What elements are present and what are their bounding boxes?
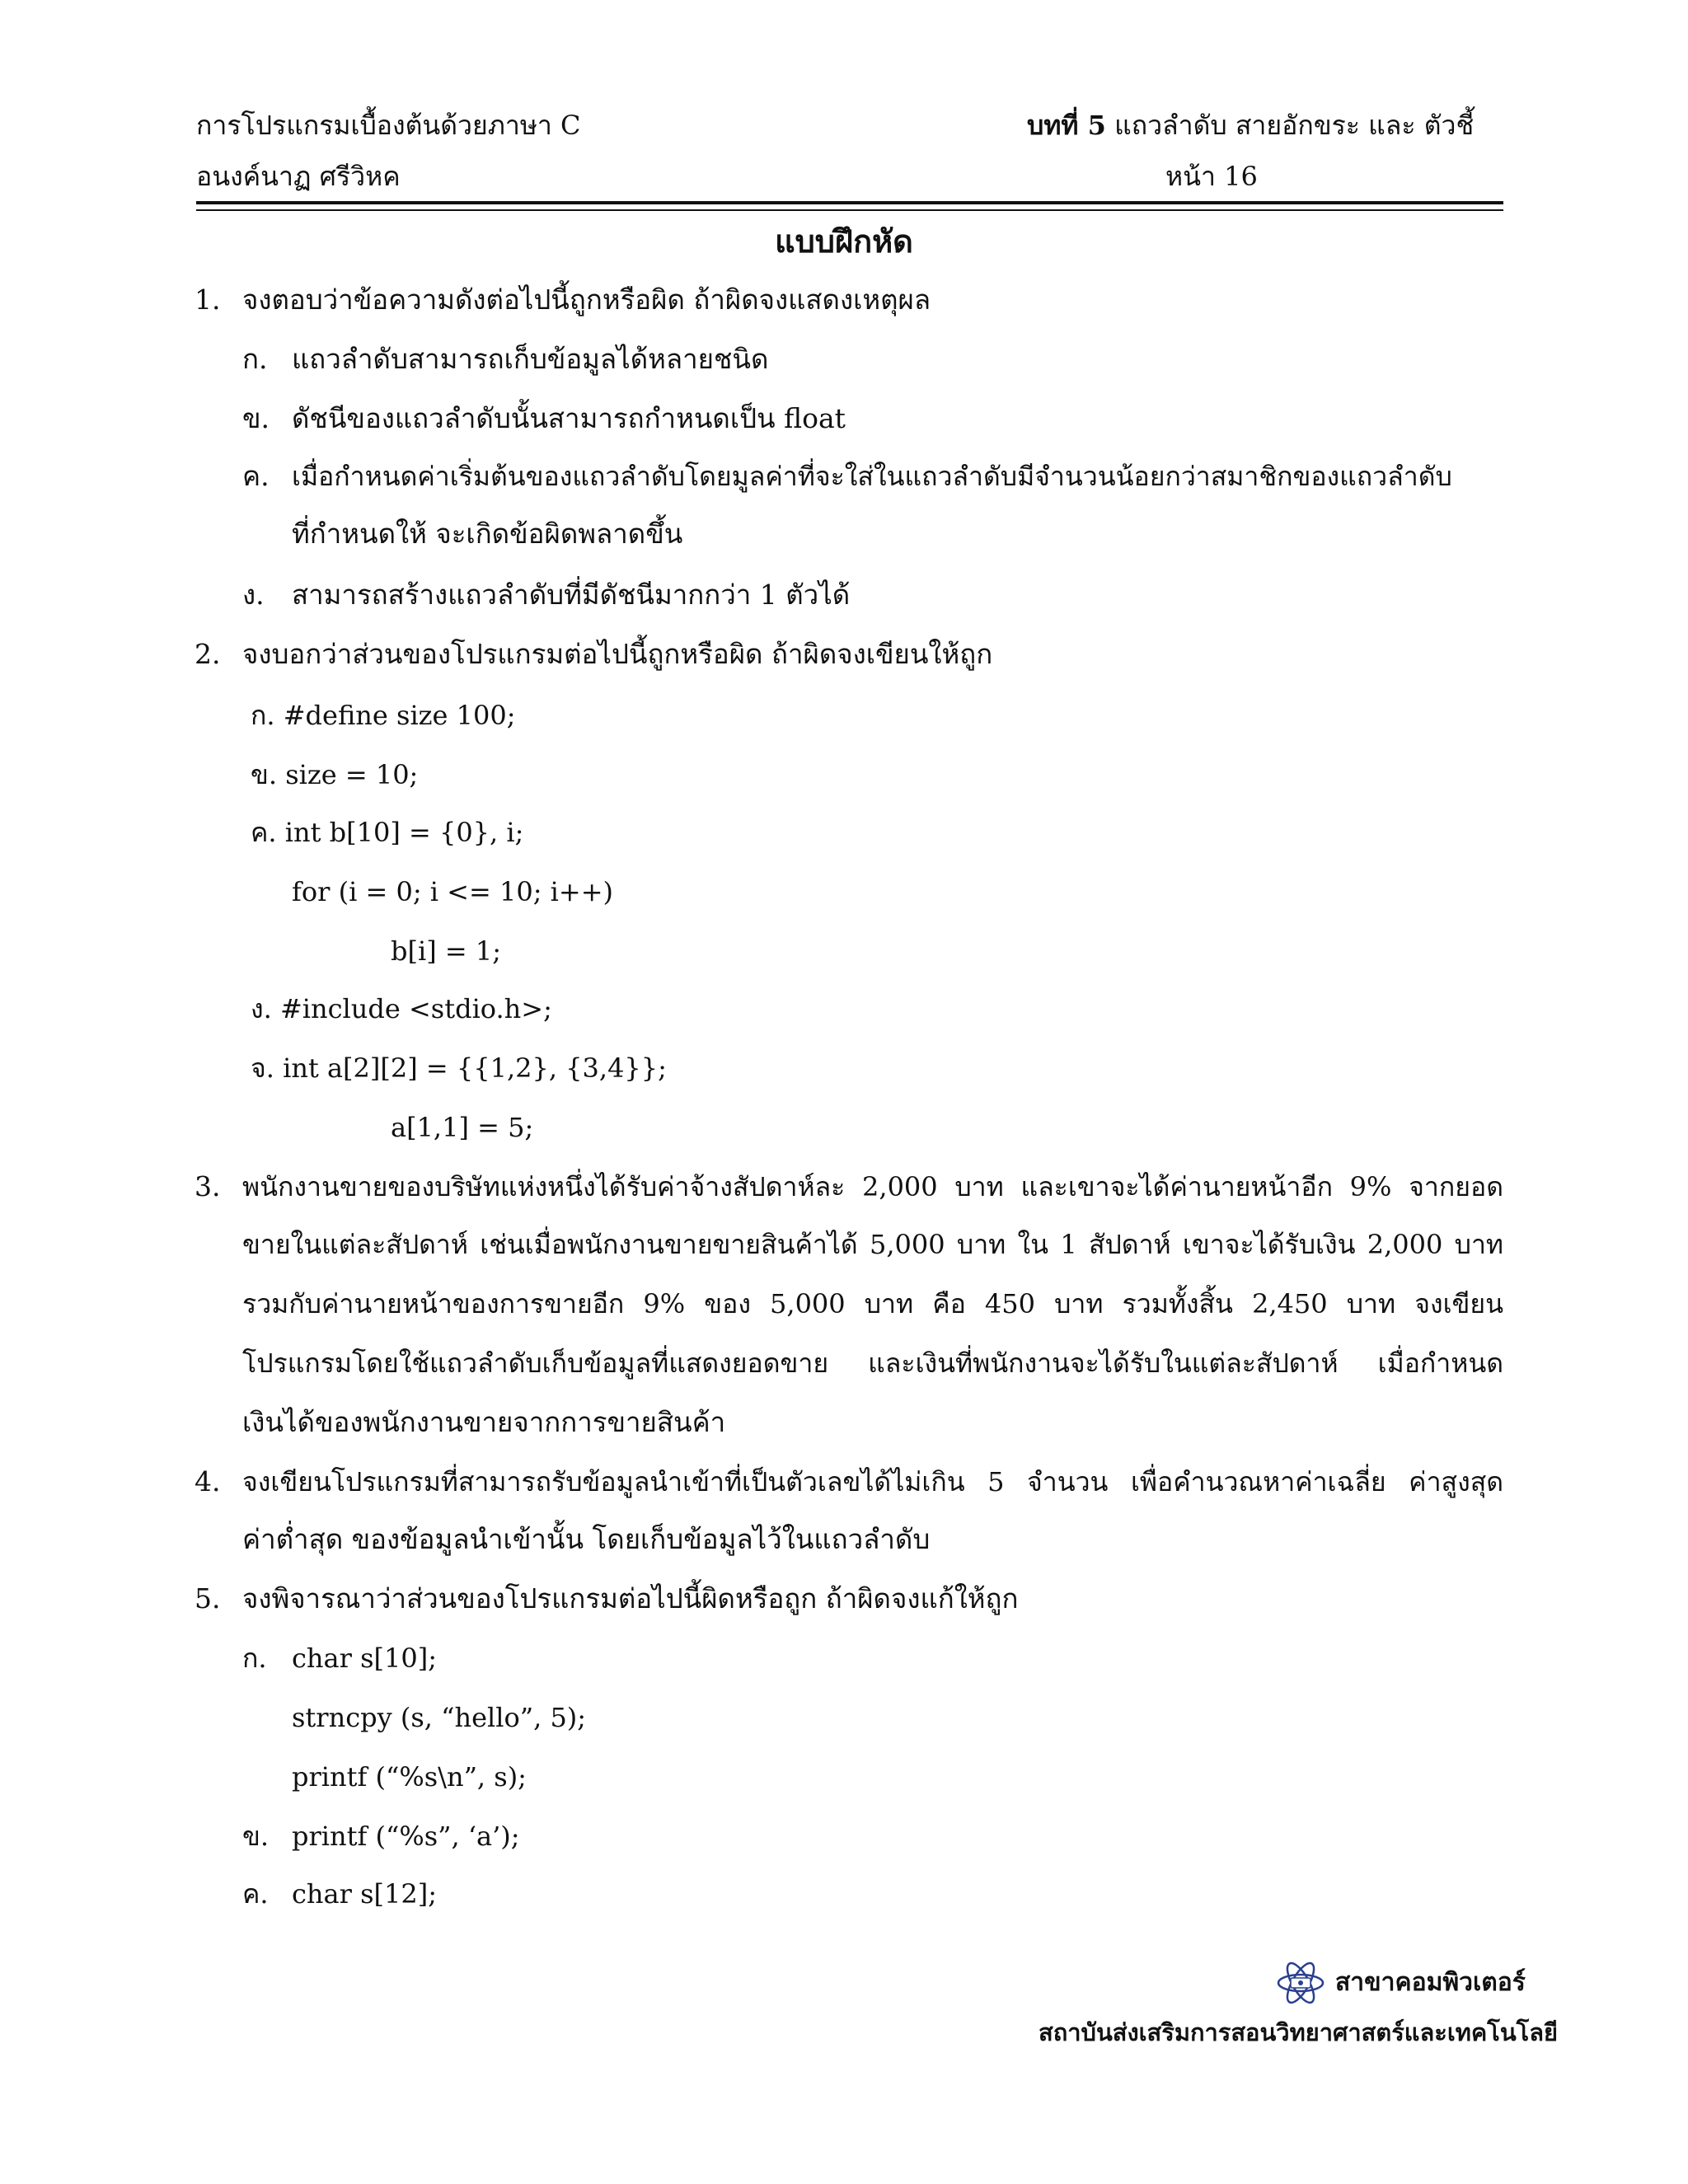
q5-item-label: ข. — [242, 1821, 270, 1852]
q5-item-label: ค. — [242, 1878, 269, 1910]
q4-text-line: จงเขียนโปรแกรมที่สามารถรับข้อมูลนำเข้าที่เป็นตัวเลขได้ไม่เกิน 5 จำนวน เพื่อคำนวณหาค่าเฉลี่ย ค่าสูงสุด — [242, 1466, 1503, 1497]
q3-text-line: โปรแกรมโดยใช้แถวลำดับเก็บข้อมูลที่แสดงยอดขาย และเงินที่พนักงานจะได้รับในแต่ละสัปดาห์ เมื่อกำหนด — [242, 1347, 1503, 1379]
page-number: หน้า 16 — [1165, 161, 1258, 192]
q1-item-label: ก. — [242, 343, 268, 375]
chapter-title: แถวลำดับ สายอักขระ และ ตัวชี้ — [1114, 110, 1475, 141]
q2-code-line: b[i] = 1; — [391, 935, 501, 967]
author-name: อนงค์นาฏ ศรีวิหค — [196, 161, 401, 192]
q1-item-text-continued: ที่กำหนดให้ จะเกิดข้อผิดพลาดขึ้น — [292, 518, 683, 550]
q2-code-line: ค. int b[10] = {0}, i; — [251, 817, 524, 848]
q2-code-line: ง. #include <stdio.h>; — [251, 993, 552, 1024]
q5-code-line: strncpy (s, “hello”, 5); — [292, 1702, 587, 1733]
q2-code-line: for (i = 0; i <= 10; i++) — [292, 876, 613, 907]
q5-number: 5. — [195, 1582, 221, 1615]
header-rule-thick — [196, 201, 1503, 204]
q1-item-label: ง. — [242, 579, 265, 611]
chapter-label: บทที่ 5 — [1027, 110, 1106, 141]
q5-code-line: printf (“%s”, ‘a’); — [292, 1821, 520, 1852]
q1-item-text: สามารถสร้างแถวลำดับที่มีดัชนีมากกว่า 1 ตัวได้ — [292, 579, 851, 611]
q3-number: 3. — [195, 1170, 221, 1202]
q3-text-line: เงินได้ของพนักงานขายจากการขายสินค้า — [242, 1406, 726, 1438]
q3-text-line: ขายในแต่ละสัปดาห์ เช่นเมื่อพนักงานขายขายสินค้าได้ 5,000 บาท ใน 1 สัปดาห์ เขาจะได้รับเงิน 2,000 บาท — [242, 1229, 1503, 1260]
q4-number: 4. — [195, 1465, 221, 1497]
q1-item-label: ค. — [242, 460, 270, 492]
q5-code-line: char s[12]; — [292, 1878, 437, 1910]
q1-item-text: เมื่อกำหนดค่าเริ่มต้นของแถวลำดับโดยมูลค่าที่จะใส่ในแถวลำดับมีจำนวนน้อยกว่าสมาชิกของแถวลำดับ — [292, 461, 1452, 492]
q2-code-line: a[1,1] = 5; — [391, 1112, 534, 1143]
footer-institute: สถาบันส่งเสริมการสอนวิทยาศาสตร์และเทคโนโลยี — [1039, 2018, 1558, 2046]
q5-code-line: printf (“%s\n”, s); — [292, 1761, 527, 1793]
q5-code-line: char s[10]; — [292, 1643, 437, 1674]
q4-text-line: ค่าต่ำสุด ของข้อมูลนำเข้านั้น โดยเก็บข้อมูลไว้ในแถวลำดับ — [242, 1523, 931, 1555]
header-rule-thin — [196, 209, 1503, 211]
q2-code-line: ข. size = 10; — [251, 759, 419, 790]
q5-item-label: ก. — [242, 1643, 267, 1674]
q1-item-text: แถวลำดับสามารถเก็บข้อมูลได้หลายชนิด — [292, 343, 769, 375]
q3-text-line: พนักงานขายของบริษัทแห่งหนึ่งได้รับค่าจ้างสัปดาห์ละ 2,000 บาท และเขาจะได้ค่านายหน้าอีก 9% จากยอด — [242, 1171, 1503, 1202]
chapter-heading — [1027, 109, 1474, 142]
q2-code-line: ก. #define size 100; — [251, 700, 516, 731]
q2-text: จงบอกว่าส่วนของโปรแกรมต่อไปนี้ถูกหรือผิด ถ้าผิดจงเขียนให้ถูก — [242, 638, 993, 670]
q2-number: 2. — [195, 638, 221, 670]
q3-text-line: รวมกับค่านายหน้าของการขายอีก 9% ของ 5,000 บาท คือ 450 บาท รวมทั้งสิ้น 2,450 บาท จงเขียน — [242, 1288, 1503, 1319]
page-title: แบบฝึกหัด — [775, 223, 913, 260]
q1-item-label: ข. — [242, 402, 270, 434]
q1-text: จงตอบว่าข้อความดังต่อไปนี้ถูกหรือผิด ถ้าผิดจงแสดงเหตุผล — [242, 284, 931, 316]
ipst-logo-icon — [1276, 1958, 1325, 2008]
q1-number: 1. — [195, 284, 221, 316]
q5-text: จงพิจารณาว่าส่วนของโปรแกรมต่อไปนี้ผิดหรือถูก ถ้าผิดจงแก้ให้ถูก — [242, 1582, 1019, 1615]
footer-department: สาขาคอมพิวเตอร์ — [1335, 1968, 1526, 1997]
book-title: การโปรแกรมเบื้องต้นด้วยภาษา C — [196, 110, 581, 141]
q2-code-line: จ. int a[2][2] = {{1,2}, {3,4}}; — [251, 1052, 667, 1084]
q1-item-text: ดัชนีของแถวลำดับนั้นสามารถกำหนดเป็น float — [292, 402, 846, 434]
